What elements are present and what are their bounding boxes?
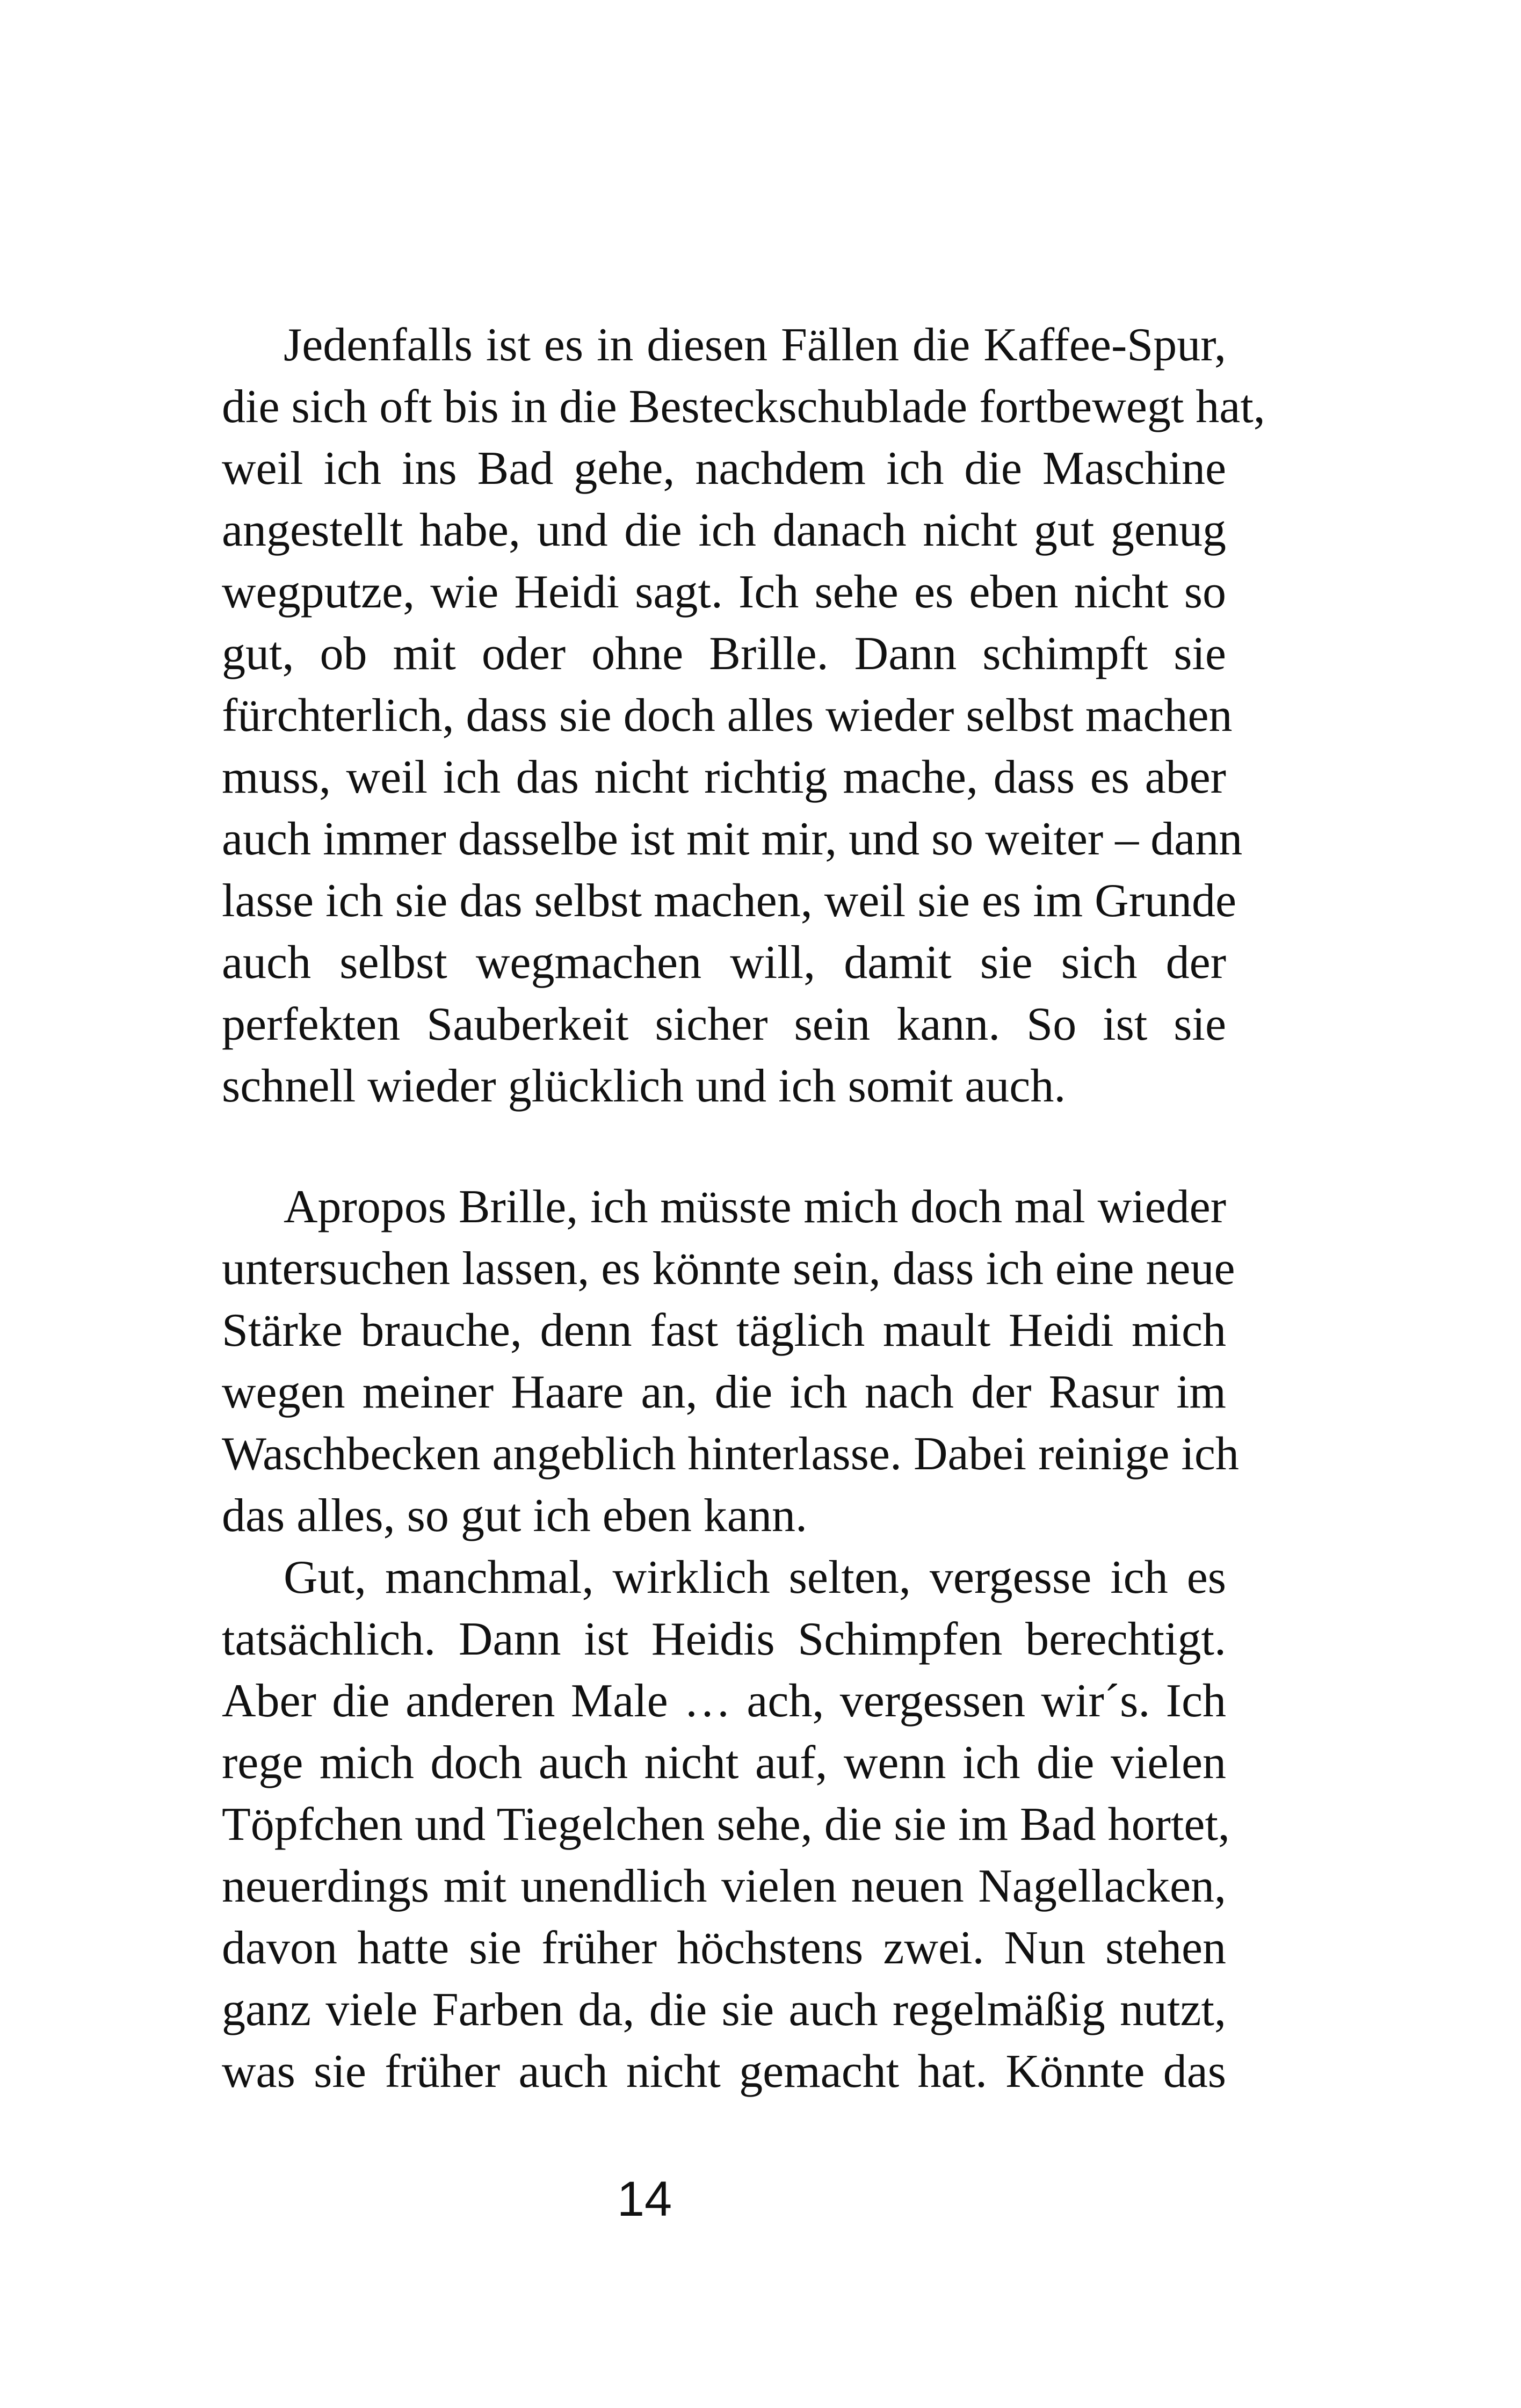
text-line: was sie früher auch nicht gemacht hat. Könnte das (222, 2046, 1226, 2098)
text-line: ganz viele Farben da, die sie auch regelmäßig nutzt, (222, 1984, 1226, 2036)
text-line: untersuchen lassen, es könnte sein, dass ich eine neue (222, 1243, 1235, 1295)
text-line: muss, weil ich das nicht richtig mache, dass es aber (222, 751, 1226, 803)
text-line: Apropos Brille, ich müsste mich doch mal wieder (284, 1181, 1226, 1233)
text-line: Waschbecken angeblich hinterlasse. Dabei reinige ich (222, 1428, 1239, 1480)
text-line: tatsächlich. Dann ist Heidis Schimpfen berechtigt. (222, 1613, 1226, 1665)
text-line: das alles, so gut ich eben kann. (222, 1490, 807, 1542)
text-line: Gut, manchmal, wirklich selten, vergesse ich es (284, 1551, 1226, 1604)
text-line: auch immer dasselbe ist mit mir, und so weiter – dann (222, 813, 1243, 865)
text-line: gut, ob mit oder ohne Brille. Dann schimpft sie (222, 628, 1226, 680)
page-number: 14 (617, 2172, 672, 2226)
text-line: perfekten Sauberkeit sicher sein kann. So ist sie (222, 998, 1226, 1050)
text-line: Jedenfalls ist es in diesen Fällen die Kaffee-Spur, (284, 319, 1226, 371)
text-line: Aber die anderen Male … ach, vergessen wir´s. Ich (222, 1675, 1226, 1727)
paragraph-1 (222, 314, 1265, 1117)
text-line: Töpfchen und Tiegelchen sehe, die sie im Bad hortet, (222, 1798, 1230, 1851)
text-line: schnell wieder glücklich und ich somit auch. (222, 1060, 1066, 1112)
text-line: weil ich ins Bad gehe, nachdem ich die Maschine (222, 443, 1226, 495)
text-line: neuerdings mit unendlich vielen neuen Nagellacken, (222, 1860, 1226, 1912)
text-line: auch selbst wegmachen will, damit sie sich der (222, 937, 1226, 989)
text-line: wegen meiner Haare an, die ich nach der Rasur im (222, 1366, 1226, 1418)
text-line: wegputze, wie Heidi sagt. Ich sehe es eben nicht so (222, 566, 1226, 618)
text-line: fürchterlich, dass sie doch alles wieder selbst machen (222, 690, 1233, 742)
text-line: Stärke brauche, denn fast täglich mault Heidi mich (222, 1304, 1226, 1357)
text-line: die sich oft bis in die Besteckschublade fortbewegt hat, (222, 381, 1265, 433)
paragraph-3 (222, 1547, 1230, 2102)
text-line: davon hatte sie früher höchstens zwei. Nun stehen (222, 1922, 1226, 1974)
paragraph-2 (222, 1176, 1239, 1547)
text-line: lasse ich sie das selbst machen, weil sie es im Grunde (222, 875, 1237, 927)
text-line: rege mich doch auch nicht auf, wenn ich die vielen (222, 1737, 1226, 1789)
text-line: angestellt habe, und die ich danach nicht gut genug (222, 504, 1226, 556)
